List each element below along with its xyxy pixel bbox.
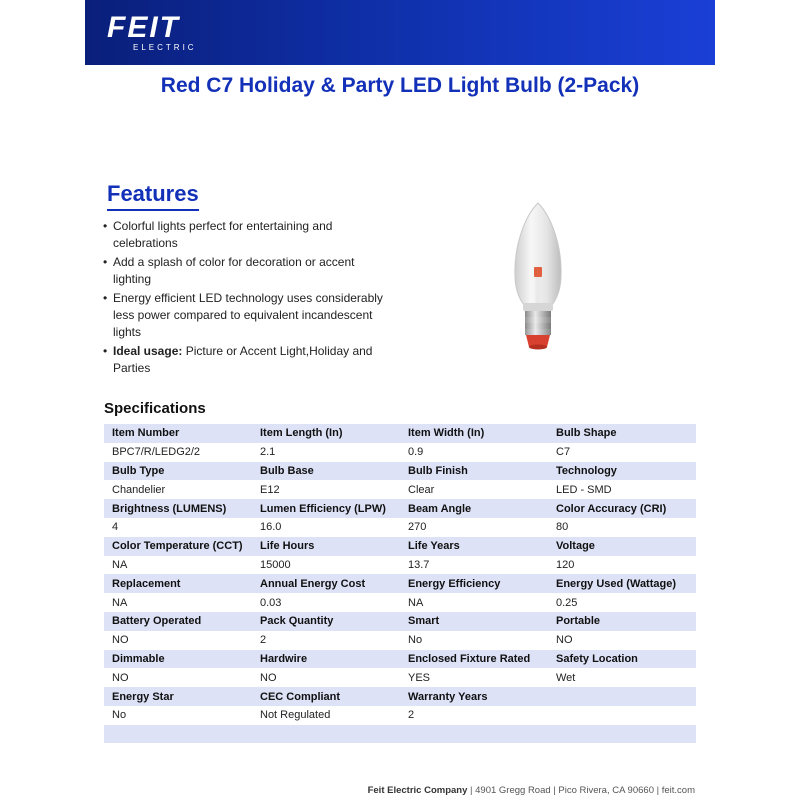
spec-label: Color Temperature (CCT) bbox=[104, 537, 252, 556]
spec-value: 270 bbox=[400, 518, 548, 537]
spec-value: NA bbox=[104, 593, 252, 612]
spec-value: No bbox=[400, 631, 548, 650]
spec-value: 0.9 bbox=[400, 443, 548, 462]
footer-website-link[interactable]: feit.com bbox=[661, 785, 695, 796]
spec-label: Life Hours bbox=[252, 537, 400, 556]
spec-value: LED - SMD bbox=[548, 480, 696, 499]
spec-value: YES bbox=[400, 668, 548, 687]
spec-label: Brightness (LUMENS) bbox=[104, 499, 252, 518]
spec-label: Hardwire bbox=[252, 650, 400, 669]
spec-label: Energy Star bbox=[104, 687, 252, 706]
spec-value: No bbox=[104, 706, 252, 725]
spec-label: Annual Energy Cost bbox=[252, 574, 400, 593]
spec-value: NO bbox=[548, 631, 696, 650]
spec-value: 120 bbox=[548, 556, 696, 575]
features-list bbox=[103, 218, 393, 379]
spec-label: Smart bbox=[400, 612, 548, 631]
spec-value-row bbox=[104, 518, 696, 537]
spec-label: Item Width (In) bbox=[400, 424, 548, 443]
spec-value: 0.25 bbox=[548, 593, 696, 612]
feature-item: • Add a splash of color for decoration or accent lighting bbox=[113, 254, 393, 288]
spec-empty-cell bbox=[400, 725, 548, 743]
spec-value-row bbox=[104, 706, 696, 725]
spec-value-row bbox=[104, 668, 696, 687]
item-number-link[interactable]: BPC7/R/LEDG2/2 bbox=[104, 443, 252, 462]
spec-label: Pack Quantity bbox=[252, 612, 400, 631]
spec-value: Chandelier bbox=[104, 480, 252, 499]
spec-header-row bbox=[104, 574, 696, 593]
ideal-usage-label: Ideal usage: bbox=[113, 344, 183, 358]
spec-label: Portable bbox=[548, 612, 696, 631]
spec-value: 2.1 bbox=[252, 443, 400, 462]
spec-header-row bbox=[104, 612, 696, 631]
spec-label: Safety Location bbox=[548, 650, 696, 669]
spec-label: Life Years bbox=[400, 537, 548, 556]
spec-empty-cell bbox=[252, 725, 400, 743]
spec-label: Item Length (In) bbox=[252, 424, 400, 443]
spec-value-row bbox=[104, 480, 696, 499]
spec-value: NA bbox=[400, 593, 548, 612]
spec-header-row bbox=[104, 499, 696, 518]
spec-empty-cell bbox=[548, 725, 696, 743]
spec-table-footer-band bbox=[104, 725, 696, 743]
specifications-table bbox=[104, 424, 696, 743]
spec-value: NO bbox=[104, 631, 252, 650]
spec-header-row bbox=[104, 462, 696, 481]
feature-item: • Energy efficient LED technology uses considerably less power compared to equivalent incandescent lights bbox=[113, 290, 393, 341]
spec-label: Bulb Finish bbox=[400, 462, 548, 481]
spec-header-row bbox=[104, 424, 696, 443]
spec-label: Color Accuracy (CRI) bbox=[548, 499, 696, 518]
spec-label: Technology bbox=[548, 462, 696, 481]
spec-label: Item Number bbox=[104, 424, 252, 443]
spec-label: Lumen Efficiency (LPW) bbox=[252, 499, 400, 518]
spec-value-row bbox=[104, 556, 696, 575]
footer-address: | 4901 Gregg Road | Pico Rivera, CA 90660 | bbox=[467, 785, 662, 796]
spec-value-row bbox=[104, 593, 696, 612]
spec-value: NO bbox=[104, 668, 252, 687]
spec-header-row bbox=[104, 687, 696, 706]
logo-wordmark: FEIT bbox=[107, 11, 180, 44]
spec-value bbox=[548, 706, 696, 725]
spec-label bbox=[548, 687, 696, 706]
product-title: Red C7 Holiday & Party LED Light Bulb (2-Pack) bbox=[160, 74, 640, 97]
spec-label: Bulb Shape bbox=[548, 424, 696, 443]
logo-subtext: ELECTRIC bbox=[133, 43, 197, 52]
spec-label: Voltage bbox=[548, 537, 696, 556]
spec-value: NO bbox=[252, 668, 400, 687]
spec-label: Bulb Base bbox=[252, 462, 400, 481]
footer bbox=[368, 785, 695, 796]
spec-value: C7 bbox=[548, 443, 696, 462]
features-heading: Features bbox=[107, 181, 199, 211]
spec-label: Dimmable bbox=[104, 650, 252, 669]
spec-value: 15000 bbox=[252, 556, 400, 575]
spec-value: 13.7 bbox=[400, 556, 548, 575]
spec-value: 0.03 bbox=[252, 593, 400, 612]
spec-label: Energy Efficiency bbox=[400, 574, 548, 593]
feit-logo bbox=[107, 11, 197, 52]
footer-company: Feit Electric Company bbox=[367, 785, 468, 796]
spec-value-row bbox=[104, 443, 696, 462]
spec-empty-cell bbox=[104, 725, 252, 743]
spec-value: 80 bbox=[548, 518, 696, 537]
spec-label: Bulb Type bbox=[104, 462, 252, 481]
spec-value: 16.0 bbox=[252, 518, 400, 537]
feature-item: • Colorful lights perfect for entertaining and celebrations bbox=[113, 218, 393, 252]
spec-value: E12 bbox=[252, 480, 400, 499]
spec-value: Wet bbox=[548, 668, 696, 687]
spec-value-row bbox=[104, 631, 696, 650]
spec-label: Enclosed Fixture Rated bbox=[400, 650, 548, 669]
bulb-image bbox=[498, 197, 578, 362]
spec-value: NA bbox=[104, 556, 252, 575]
spec-value: Clear bbox=[400, 480, 548, 499]
spec-label: Warranty Years bbox=[400, 687, 548, 706]
spec-label: Beam Angle bbox=[400, 499, 548, 518]
spec-header-row bbox=[104, 537, 696, 556]
ideal-usage-value: Picture or Accent Light,Holiday and Parties bbox=[113, 344, 373, 375]
specifications-heading: Specifications bbox=[104, 400, 206, 417]
spec-label: CEC Compliant bbox=[252, 687, 400, 706]
spec-label: Replacement bbox=[104, 574, 252, 593]
spec-header-row bbox=[104, 650, 696, 669]
spec-value: 2 bbox=[252, 631, 400, 650]
spec-label: Energy Used (Wattage) bbox=[548, 574, 696, 593]
spec-value: Not Regulated bbox=[252, 706, 400, 725]
spec-value: 2 bbox=[400, 706, 548, 725]
feature-item-ideal-usage bbox=[113, 343, 393, 377]
brand-header bbox=[85, 0, 715, 65]
spec-label: Battery Operated bbox=[104, 612, 252, 631]
spec-value: 4 bbox=[104, 518, 252, 537]
